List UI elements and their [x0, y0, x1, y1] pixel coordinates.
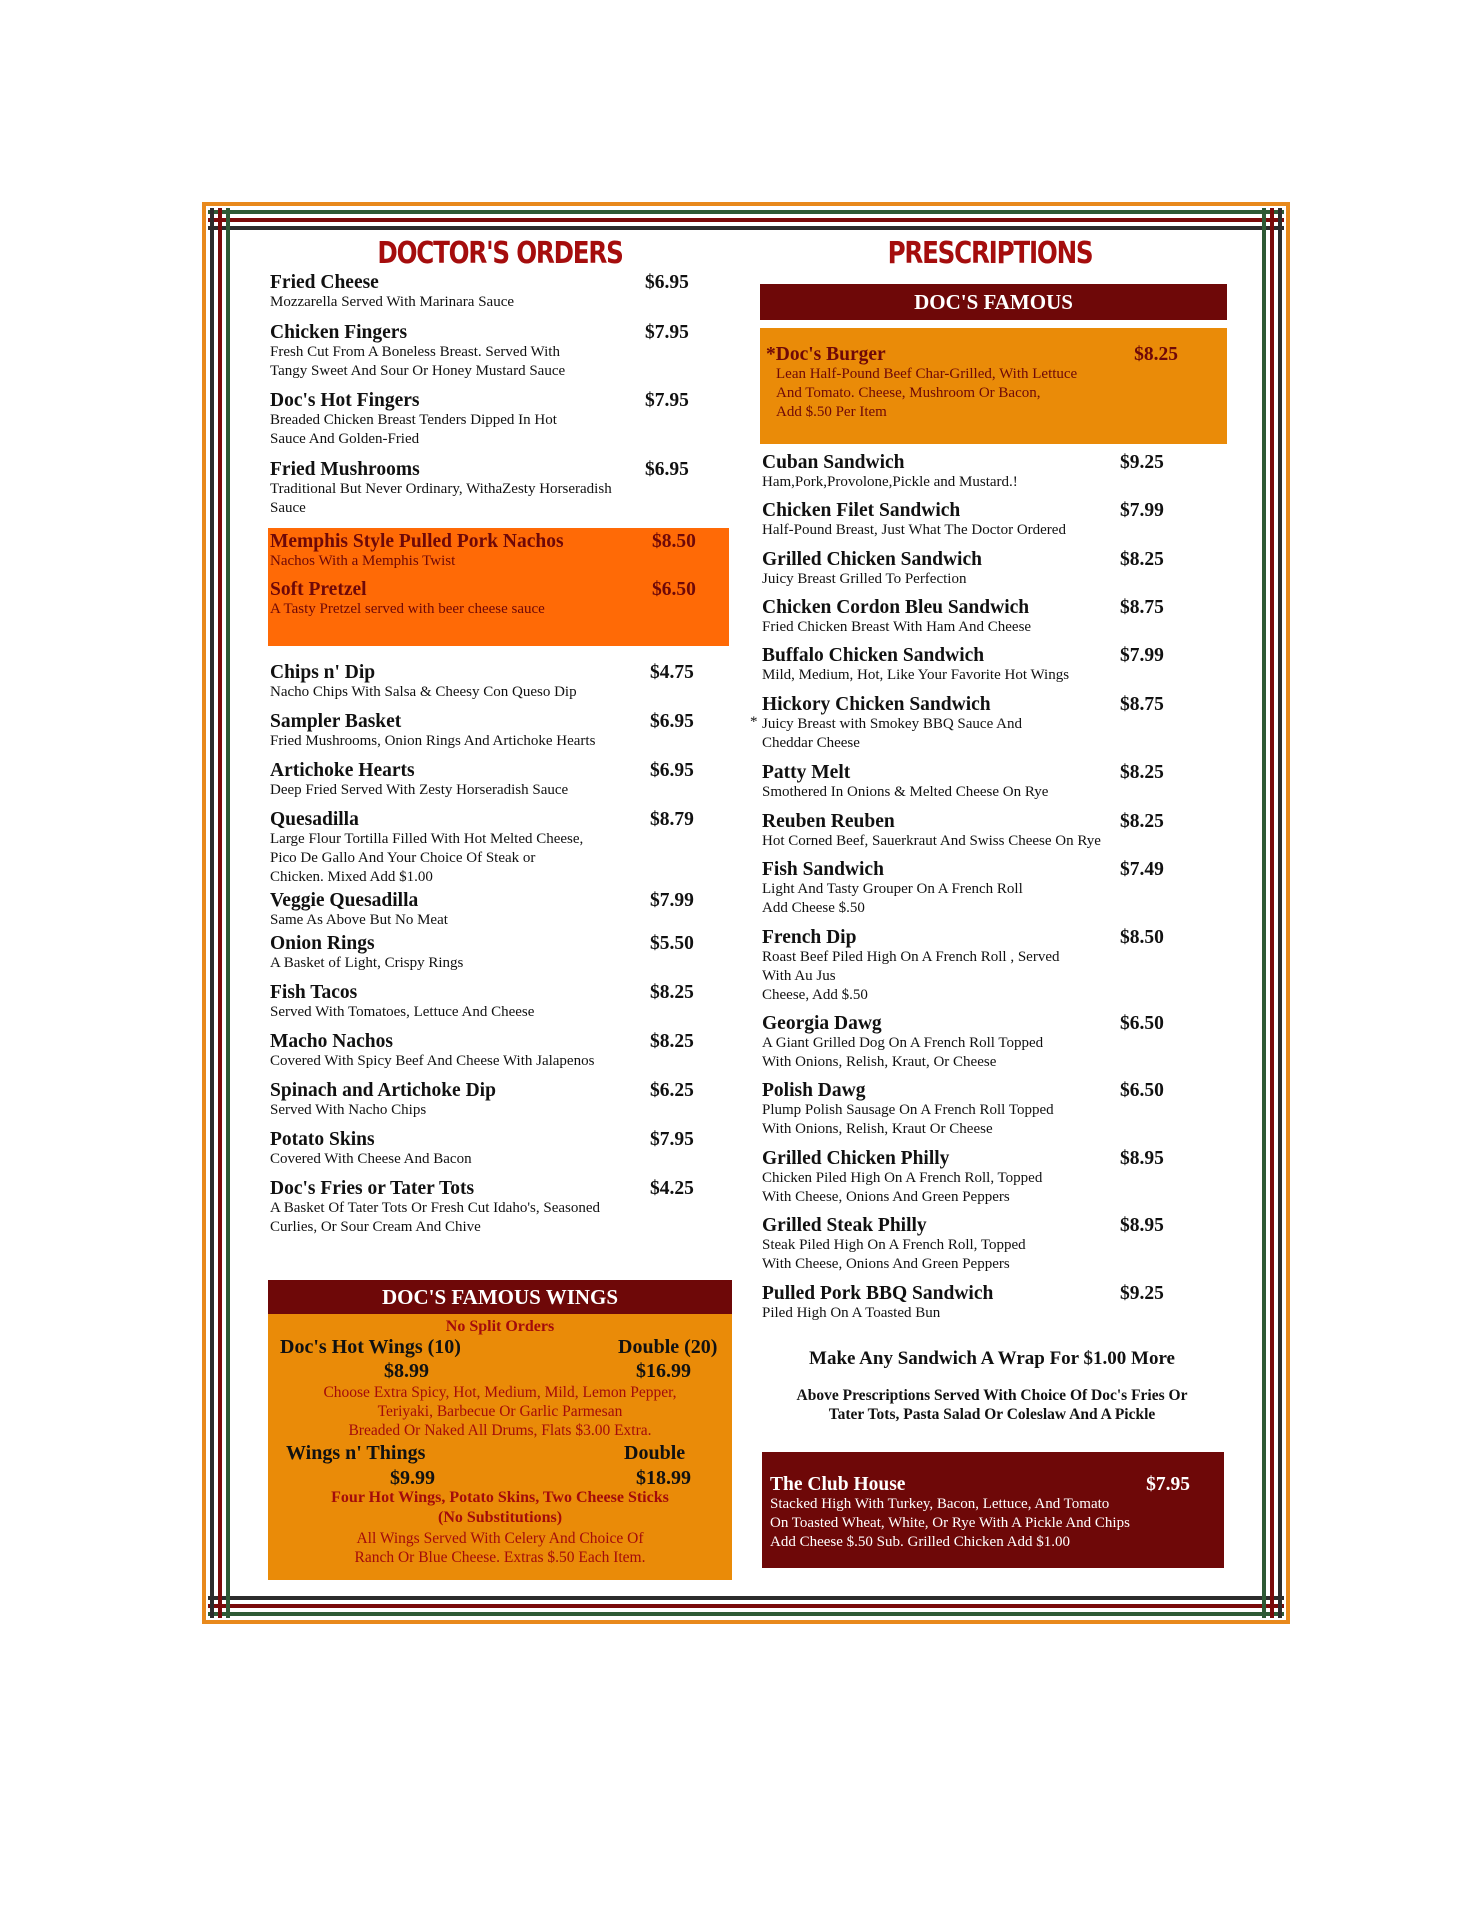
item-desc: Large Flour Tortilla Filled With Hot Melted Cheese, Pico De Gallo And Your Choice Of Steak or Chicken. Mixed Add $1.00: [270, 831, 584, 885]
item-desc: A Tasty Pretzel served with beer cheese sauce: [270, 601, 545, 617]
item-price: $7.95: [1146, 1474, 1190, 1495]
menu-item-spinach-and-artichoke-dip: [270, 1080, 720, 1120]
menu-item-chicken-cordon-bleu-sandwich: [762, 597, 1190, 637]
item-price: $7.99: [1120, 500, 1164, 521]
menu-item-onion-rings: [270, 933, 720, 973]
item-price: $7.95: [645, 390, 689, 411]
item-desc: Covered With Cheese And Bacon: [270, 1151, 472, 1167]
item-name: Chicken Filet Sandwich: [762, 500, 961, 521]
item-name: The Club House: [770, 1474, 906, 1495]
menu-item-artichoke-hearts: [270, 760, 720, 800]
item-desc: Served With Nacho Chips: [270, 1102, 427, 1118]
item-desc: Plump Polish Sausage On A French Roll Topped With Onions, Relish, Kraut Or Cheese: [762, 1102, 1054, 1137]
no-split-orders: No Split Orders: [445, 1318, 555, 1335]
item-name: Potato Skins: [270, 1129, 375, 1150]
item-name: Polish Dawg: [762, 1080, 866, 1101]
item-name: Patty Melt: [762, 762, 851, 783]
double-wings-label: Double (20): [618, 1336, 718, 1358]
item-name: Doc's Fries or Tater Tots: [270, 1178, 475, 1199]
item-price: $7.99: [650, 890, 694, 911]
stripe: [210, 208, 214, 1618]
menu-item-soft-pretzel: [270, 579, 722, 619]
menu-item-sampler-basket: [270, 711, 720, 751]
item-name: Chips n' Dip: [270, 662, 376, 683]
item-price: $6.50: [1120, 1013, 1164, 1034]
menu-item-grilled-chicken-philly: [762, 1148, 1190, 1207]
item-price: $6.95: [645, 459, 689, 480]
item-name: *Doc's Burger: [766, 344, 886, 365]
item-name: Chicken Fingers: [270, 322, 408, 343]
item-name: Macho Nachos: [270, 1031, 393, 1052]
doctors-orders-title: DOCTOR'S ORDERS: [377, 236, 623, 271]
item-name: Reuben Reuben: [762, 811, 895, 832]
item-name: Fish Sandwich: [762, 859, 884, 880]
item-price: $7.99: [1120, 645, 1164, 666]
item-price: $8.25: [1120, 811, 1164, 832]
prescriptions-title: PRESCRIPTIONS: [887, 236, 1093, 271]
wings-n-things-label: Wings n' Things: [286, 1442, 426, 1464]
item-desc: Roast Beef Piled High On A French Roll , Served With Au Jus Cheese, Add $.50: [762, 949, 1060, 1003]
item-price: $8.79: [650, 809, 694, 830]
item-desc: Nacho Chips With Salsa & Cheesy Con Queso Dip: [270, 684, 577, 700]
wings-n-things-desc: Four Hot Wings, Potato Skins, Two Cheese Sticks: [331, 1489, 669, 1506]
item-price: $7.95: [650, 1129, 694, 1150]
stripe: [208, 1596, 1284, 1600]
item-desc: Smothered In Onions & Melted Cheese On Rye: [762, 784, 1049, 800]
stripe: [208, 210, 1284, 214]
item-price: $9.25: [1120, 452, 1164, 473]
item-desc: Half-Pound Breast, Just What The Doctor Ordered: [762, 522, 1066, 538]
item-name: Georgia Dawg: [762, 1013, 882, 1034]
item-price: $6.95: [650, 711, 694, 732]
item-desc: Stacked High With Turkey, Bacon, Lettuce, And Tomato On Toasted Wheat, White, Or Rye With A Pickle And Chips Add Cheese $.50 Sub. Grilled Chicken Add $1.00: [770, 1496, 1130, 1550]
item-desc: Mild, Medium, Hot, Like Your Favorite Hot Wings: [762, 667, 1070, 683]
menu-item-chicken-filet-sandwich: [762, 500, 1190, 540]
item-price: $8.95: [1120, 1215, 1164, 1236]
wing-flavors: Choose Extra Spicy, Hot, Medium, Mild, Lemon Pepper, Teriyaki, Barbecue Or Garlic Parmesan Breaded Or Naked All Drums, Flats $3.00 Extra.: [323, 1384, 677, 1439]
item-price: $8.50: [1120, 927, 1164, 948]
item-desc: Piled High On A Toasted Bun: [762, 1305, 941, 1321]
item-name: Sampler Basket: [270, 711, 402, 732]
item-price: $5.50: [650, 933, 694, 954]
item-name: Hickory Chicken Sandwich: [762, 694, 991, 715]
item-price: $6.95: [650, 760, 694, 781]
item-desc: Traditional But Never Ordinary, WithaZesty Horseradish Sauce: [270, 481, 612, 516]
menu-item-club-house: [770, 1474, 1190, 1552]
item-desc: Same As Above But No Meat: [270, 912, 448, 928]
item-desc: Lean Half-Pound Beef Char-Grilled, With Lettuce And Tomato. Cheese, Mushroom Or Bacon, Add $.50 Per Item: [776, 366, 1078, 420]
asterisk-mark: *: [750, 714, 758, 730]
item-price: $6.95: [645, 272, 689, 293]
item-name: Artichoke Hearts: [270, 760, 415, 781]
menu-item-macho-nachos: [270, 1031, 720, 1071]
menu-item-docs-burger: [766, 344, 1178, 422]
wings-banner: DOC'S FAMOUS WINGS: [268, 1280, 732, 1314]
item-name: Memphis Style Pulled Pork Nachos: [270, 531, 564, 552]
item-price: $7.95: [645, 322, 689, 343]
item-name: Buffalo Chicken Sandwich: [762, 645, 985, 666]
item-desc: Served With Tomatoes, Lettuce And Cheese: [270, 1004, 535, 1020]
menu-item-buffalo-chicken-sandwich: [762, 645, 1190, 685]
item-name: Fish Tacos: [270, 982, 358, 1003]
item-name: Veggie Quesadilla: [270, 890, 419, 911]
wrap-note: Make Any Sandwich A Wrap For $1.00 More: [809, 1348, 1175, 1369]
menu-item-doc-s-fries-or-tater-tots: [270, 1178, 720, 1237]
item-price: $9.25: [1120, 1283, 1164, 1304]
double-wings-price: $16.99: [636, 1360, 691, 1382]
item-name: Grilled Steak Philly: [762, 1215, 927, 1236]
menu-item-potato-skins: [270, 1129, 720, 1169]
menu-item-quesadilla: [270, 809, 720, 887]
menu-item-french-dip: [762, 927, 1190, 1005]
item-name: Fried Cheese: [270, 272, 379, 293]
item-name: Doc's Hot Fingers: [270, 390, 420, 411]
item-price: $7.49: [1120, 859, 1164, 880]
menu-item-cuban-sandwich: [762, 452, 1190, 492]
item-desc: Light And Tasty Grouper On A French Roll Add Cheese $.50: [762, 881, 1023, 916]
stripe: [1270, 208, 1274, 1618]
item-desc: A Basket Of Tater Tots Or Fresh Cut Idaho's, Seasoned Curlies, Or Sour Cream And Chive: [270, 1200, 601, 1235]
hot-wings-price: $8.99: [384, 1360, 429, 1382]
wings-n-things-double-label: Double: [624, 1442, 686, 1464]
item-price: $8.95: [1120, 1148, 1164, 1169]
item-price: $8.25: [1134, 344, 1178, 365]
stripe: [226, 208, 230, 1618]
item-name: Onion Rings: [270, 933, 375, 954]
menu-item-patty-melt: [762, 762, 1190, 802]
item-desc: Chicken Piled High On A French Roll, Topped With Cheese, Onions And Green Peppers: [762, 1170, 1043, 1205]
item-price: $8.25: [650, 982, 694, 1003]
menu-item-reuben-reuben: [762, 811, 1190, 851]
item-desc: Steak Piled High On A French Roll, Topped With Cheese, Onions And Green Peppers: [762, 1237, 1026, 1272]
item-price: $4.25: [650, 1178, 694, 1199]
stripe: [218, 208, 222, 1618]
menu-item-grilled-chicken-sandwich: [762, 549, 1190, 589]
item-name: Spinach and Artichoke Dip: [270, 1080, 496, 1101]
menu-item-doc-s-hot-fingers: [270, 390, 715, 449]
item-desc: Fried Chicken Breast With Ham And Cheese: [762, 619, 1032, 635]
menu-item-fried-cheese: [270, 272, 715, 312]
stripe: [208, 1604, 1284, 1608]
wings-n-things-price: $9.99: [390, 1467, 435, 1489]
menu-item-chicken-fingers: [270, 322, 715, 381]
item-name: Chicken Cordon Bleu Sandwich: [762, 597, 1030, 618]
menu-item-pulled-pork-bbq-sandwich: [762, 1283, 1190, 1323]
item-desc: A Giant Grilled Dog On A French Roll Topped With Onions, Relish, Kraut, Or Cheese: [762, 1035, 1044, 1070]
item-desc: Nachos With a Memphis Twist: [270, 553, 456, 569]
stripe: [208, 218, 1284, 222]
item-name: Grilled Chicken Sandwich: [762, 549, 982, 570]
item-price: $4.75: [650, 662, 694, 683]
item-desc: Fresh Cut From A Boneless Breast. Served With Tangy Sweet And Sour Or Honey Mustard Sauce: [270, 344, 566, 379]
item-desc: Covered With Spicy Beef And Cheese With Jalapenos: [270, 1053, 595, 1069]
item-price: $6.25: [650, 1080, 694, 1101]
menu-item-polish-dawg: [762, 1080, 1190, 1139]
stripe: [208, 1612, 1284, 1616]
wings-n-things-double-price: $18.99: [636, 1467, 691, 1489]
item-name: Grilled Chicken Philly: [762, 1148, 950, 1169]
no-substitutions: (No Substitutions): [437, 1509, 563, 1526]
item-desc: Hot Corned Beef, Sauerkraut And Swiss Cheese On Rye: [762, 833, 1101, 849]
item-desc: Fried Mushrooms, Onion Rings And Artichoke Hearts: [270, 733, 596, 749]
item-name: Cuban Sandwich: [762, 452, 905, 473]
item-name: Pulled Pork BBQ Sandwich: [762, 1283, 994, 1304]
stripe: [1262, 208, 1266, 1618]
item-name: Soft Pretzel: [270, 579, 367, 600]
item-price: $8.25: [650, 1031, 694, 1052]
served-with-note: Above Prescriptions Served With Choice Of Doc's Fries Or Tater Tots, Pasta Salad Or Coleslaw And A Pickle: [796, 1387, 1188, 1423]
item-desc: A Basket of Light, Crispy Rings: [270, 955, 464, 971]
item-price: $8.75: [1120, 597, 1164, 618]
menu-item-chips-n-dip: [270, 662, 720, 702]
item-name: Quesadilla: [270, 809, 359, 830]
menu-item-veggie-quesadilla: [270, 890, 720, 930]
menu-item-fish-tacos: [270, 982, 720, 1022]
item-desc: Juicy Breast with Smokey BBQ Sauce And Cheddar Cheese: [762, 716, 1022, 751]
item-desc: Ham,Pork,Provolone,Pickle and Mustard.!: [762, 474, 1018, 490]
item-price: $8.25: [1120, 762, 1164, 783]
menu-item-georgia-dawg: [762, 1013, 1190, 1072]
menu-item-hickory-chicken-sandwich: [750, 694, 1190, 753]
item-price: $8.50: [652, 531, 696, 552]
menu-item-memphis-style-pulled-pork-nachos: [270, 531, 722, 571]
item-desc: Mozzarella Served With Marinara Sauce: [270, 294, 515, 310]
item-price: $6.50: [652, 579, 696, 600]
stripe: [208, 226, 1284, 230]
item-name: French Dip: [762, 927, 857, 948]
hot-wings-label: Doc's Hot Wings (10): [280, 1336, 461, 1358]
wings-footer: All Wings Served With Celery And Choice Of Ranch Or Blue Cheese. Extras $.50 Each Item.: [354, 1530, 646, 1566]
menu-item-grilled-steak-philly: [762, 1215, 1190, 1274]
stripe: [1278, 208, 1282, 1618]
item-price: $8.25: [1120, 549, 1164, 570]
item-desc: Juicy Breast Grilled To Perfection: [762, 571, 967, 587]
item-price: $8.75: [1120, 694, 1164, 715]
menu-item-fish-sandwich: [762, 859, 1190, 918]
item-name: Fried Mushrooms: [270, 459, 420, 480]
docs-famous-banner: DOC'S FAMOUS: [760, 284, 1227, 320]
item-price: $6.50: [1120, 1080, 1164, 1101]
item-desc: Deep Fried Served With Zesty Horseradish Sauce: [270, 782, 569, 798]
item-desc: Breaded Chicken Breast Tenders Dipped In Hot Sauce And Golden-Fried: [270, 412, 557, 447]
menu-item-fried-mushrooms: [270, 459, 715, 518]
